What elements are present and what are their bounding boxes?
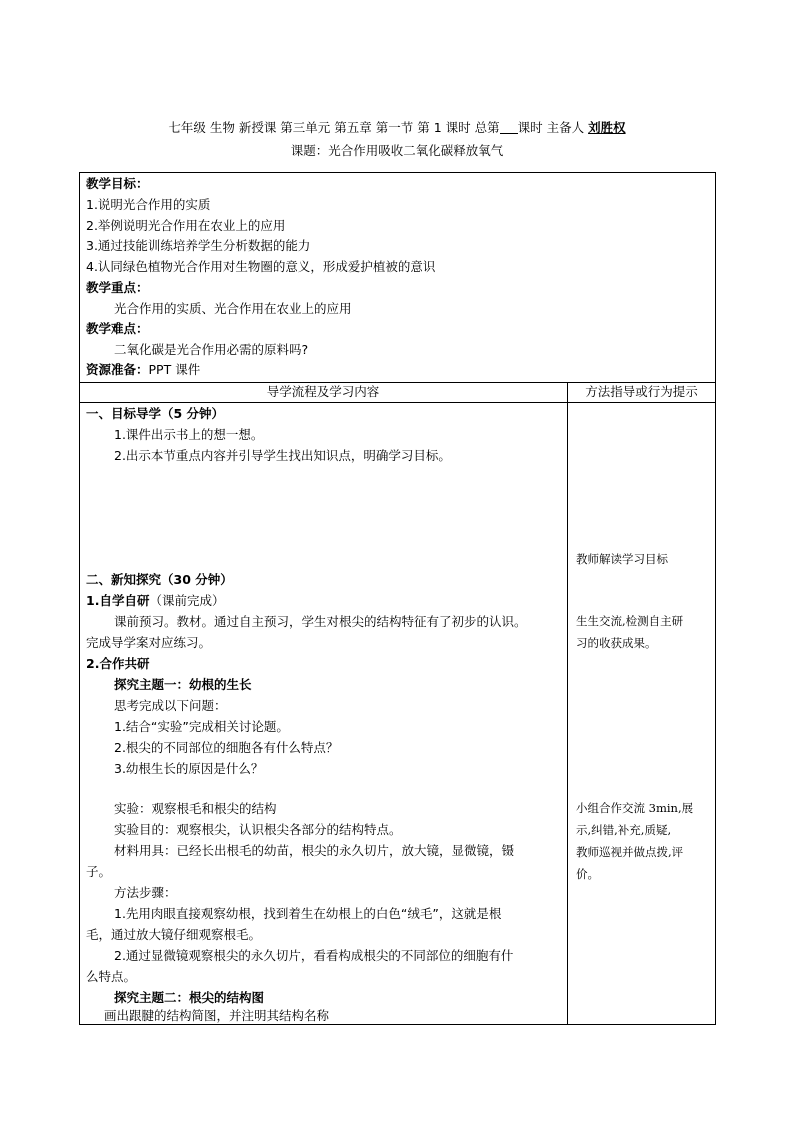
author-name: 刘胜权	[588, 120, 626, 135]
divider	[79, 402, 716, 403]
resources-heading: 资源准备：	[86, 362, 149, 377]
method-title: 方法步骤：	[114, 885, 177, 900]
question-item: 3.幼根生长的原因是什么？	[114, 761, 264, 776]
side-note-line: 小组合作交流 3min,展	[576, 801, 694, 815]
side-note-line: 教师巡视并做点拨,评	[576, 845, 684, 859]
objective-item: 1.说明光合作用的实质	[86, 197, 211, 212]
self-study-line	[86, 593, 224, 609]
section1-item: 2.出示本节重点内容并引导学生找出知识点，明确学习目标。	[114, 448, 451, 463]
lesson-header	[0, 118, 794, 136]
self-study-title: 1.自学自研	[86, 593, 150, 608]
objective-item: 3.通过技能训练培养学生分析数据的能力	[86, 238, 311, 253]
key-points-heading: 教学重点：	[86, 280, 149, 295]
side-note: 教师解读学习目标	[576, 552, 668, 566]
experiment-title: 实验：观察根毛和根尖的结构	[114, 801, 277, 816]
step-text: 么特点。	[86, 969, 137, 984]
step-text: 1.先用肉眼直接观察幼根，找到着生在幼根上的白色“绒毛”，这就是根	[114, 906, 502, 921]
topic2-text: 画出跟腱的结构简图，并注明其结构名称	[104, 1008, 330, 1023]
column-divider	[567, 382, 568, 1025]
side-note-line: 示,纠错,补充,质疑,	[576, 823, 672, 837]
resources-line	[86, 362, 200, 378]
experiment-materials: 子。	[86, 864, 112, 879]
section2-title: 二、新知探究（30 分钟）	[86, 572, 233, 587]
main-column-header: 导学流程及学习内容	[266, 384, 380, 399]
experiment-purpose: 实验目的：观察根尖，认识根尖各部分的结构特点。	[114, 822, 402, 837]
difficulty-text: 二氧化碳是光合作用必需的原料吗?	[114, 342, 309, 357]
step-text: 2.通过显微镜观察根尖的永久切片，看看构成根尖的不同部位的细胞有什	[114, 948, 514, 963]
think-intro: 思考完成以下问题：	[114, 698, 227, 713]
objectives-heading: 教学目标：	[86, 176, 149, 191]
lesson-topic: 课题：光合作用吸收二氧化碳释放氧气	[290, 143, 504, 158]
side-note-line: 习的收获成果。	[576, 636, 657, 650]
question-item: 2.根尖的不同部位的细胞各有什么特点？	[114, 740, 339, 755]
self-study-text: 完成导学案对应练习。	[86, 635, 212, 650]
objective-item: 4.认同绿色植物光合作用对生物圈的意义，形成爱护植被的意识	[86, 259, 436, 274]
header-info-2: 课时 主备人	[517, 120, 585, 135]
objective-item: 2.举例说明光合作用在农业上的应用	[86, 218, 286, 233]
experiment-materials: 材料用具：已经长出根毛的幼苗，根尖的永久切片，放大镜，显微镜，镊	[114, 843, 515, 858]
side-note-line: 价。	[576, 867, 599, 881]
topic2-title: 探究主题二：根尖的结构图	[114, 990, 265, 1005]
section1-title: 一、目标导学（5 分钟）	[86, 406, 225, 421]
self-study-text: 课前预习。教材。通过自主预习，学生对根尖的结构特征有了初步的认识。	[114, 614, 527, 629]
side-note	[576, 797, 712, 885]
resources-text: PPT 课件	[148, 362, 201, 377]
side-note-line: 生生交流,检测自主研	[576, 614, 684, 628]
step-text: 毛，通过放大镜仔细观察根毛。	[86, 927, 262, 942]
side-column-header: 方法指导或行为提示	[585, 384, 698, 399]
self-study-note: （课前完成）	[149, 593, 225, 608]
divider	[79, 382, 716, 383]
key-points-text: 光合作用的实质、光合作用在农业上的应用	[114, 301, 352, 316]
topic1-title: 探究主题一：幼根的生长	[114, 677, 252, 692]
side-note	[576, 610, 712, 654]
section1-item: 1.课件出示书上的想一想。	[114, 427, 264, 442]
blank-field	[500, 121, 518, 134]
header-info: 七年级 生物 新授课 第三单元 第五章 第一节 第 1 课时 总第	[168, 120, 500, 135]
difficulty-heading: 教学难点：	[86, 321, 149, 336]
question-item: 1.结合“实验”完成相关讨论题。	[114, 719, 289, 734]
coop-title: 2.合作共研	[86, 656, 150, 671]
